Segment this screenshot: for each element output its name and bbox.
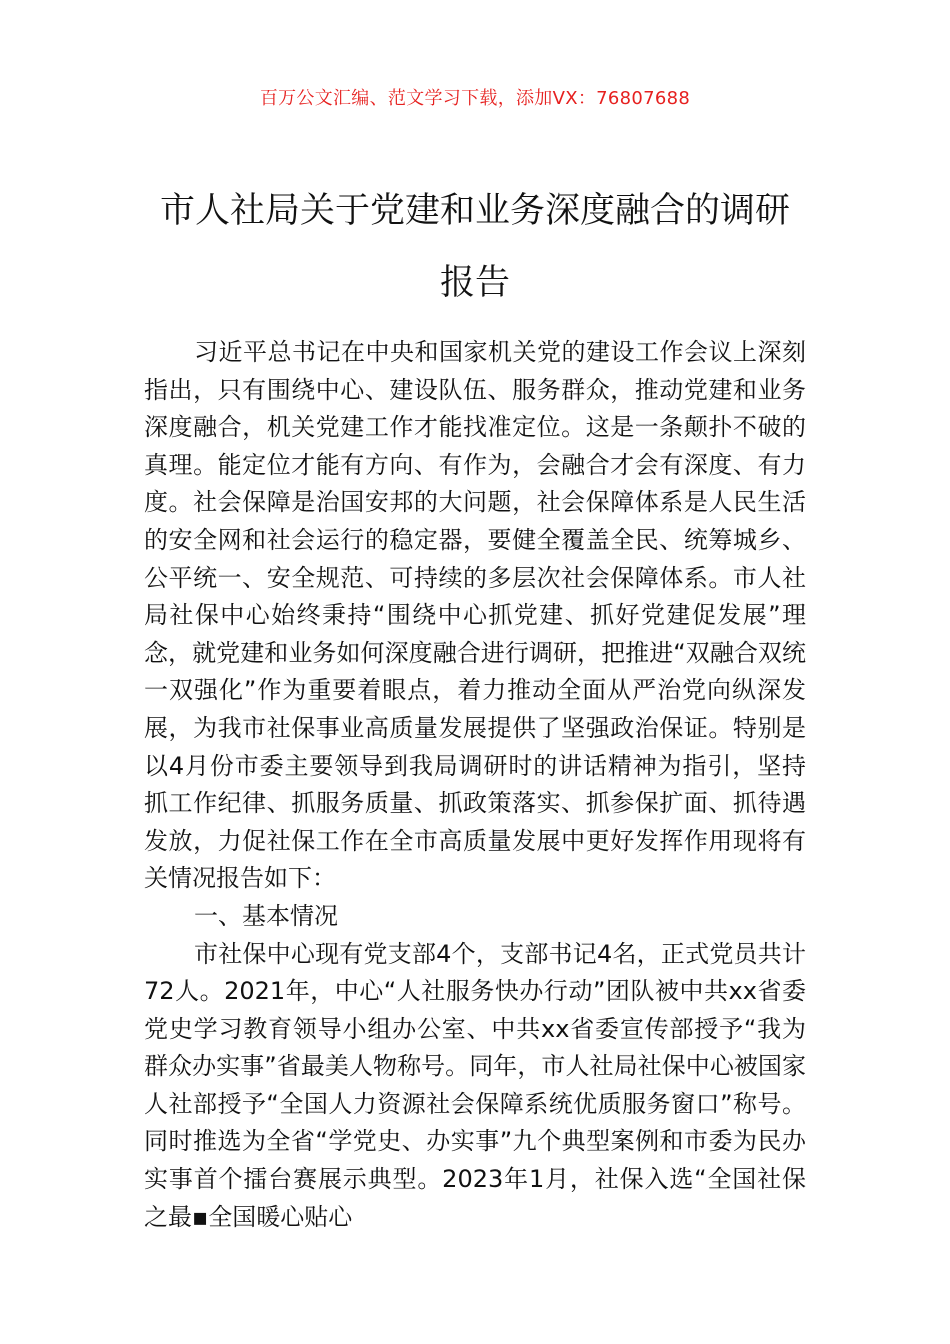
- paragraph-basic-situation: 市社保中心现有党支部4个，支部书记4名，正式党员共计72人。2021年，中心“人社服务快办行动”团队被中共xx省委党史学习教育领导小组办公室、中共xx省委宣传部授予“我为群众办实事”省最美人物称号。同年，市人社局社保中心被国家人社部授予“全国人力资源社会保障系统优质服务窗口”称号。同时推选为全省“学党史、办实事”九个典型案例和市委为民办实事首个擂台赛展示典型。2023年1月，社保入选“全国社保之最▪全国暖心贴心: [144, 939, 806, 1231]
- document-title-line-1: 市人社局关于党建和业务深度融合的调研: [159, 191, 790, 231]
- document-title-line-2: 报告: [439, 263, 510, 303]
- paragraph-intro: 习近平总书记在中央和国家机关党的建设工作会议上深刻指出，只有围绕中心、建设队伍、服务群众，推动党建和业务深度融合，机关党建工作才能找准定位。这是一条颠扑不破的真理。能定位才能有方向、有作为，会融合才会有深度、有力度。社会保障是治国安邦的大问题，社会保障体系是人民生活的安全网和社会运行的稳定器，要健全覆盖全民、统筹城乡、公平统一、安全规范、可持续的多层次社会保障体系。市人社局社保中心始终秉持“围绕中心抓党建、抓好党建促发展”理念，就党建和业务如何深度融合进行调研，把推进“双融合双统一双强化”作为重要着眼点，着力推动全面从严治党向纵深发展，为我市社保事业高质量发展提供了坚强政治保证。特别是以4月份市委主要领导到我局调研时的讲话精神为指引，坚持抓工作纪律、抓服务质量、抓政策落实、抓参保扩面、抓待遇发放，力促社保工作在全市高质量发展中更好发挥作用现将有关情况报告如下：: [144, 338, 806, 893]
- document-body: [144, 334, 806, 1236]
- section-heading-basic-situation: 一、基本情况: [194, 901, 338, 930]
- header-contact-note: 百万公文汇编、范文学习下载，添加VX：76807688: [259, 88, 691, 109]
- document-title: [95, 175, 855, 319]
